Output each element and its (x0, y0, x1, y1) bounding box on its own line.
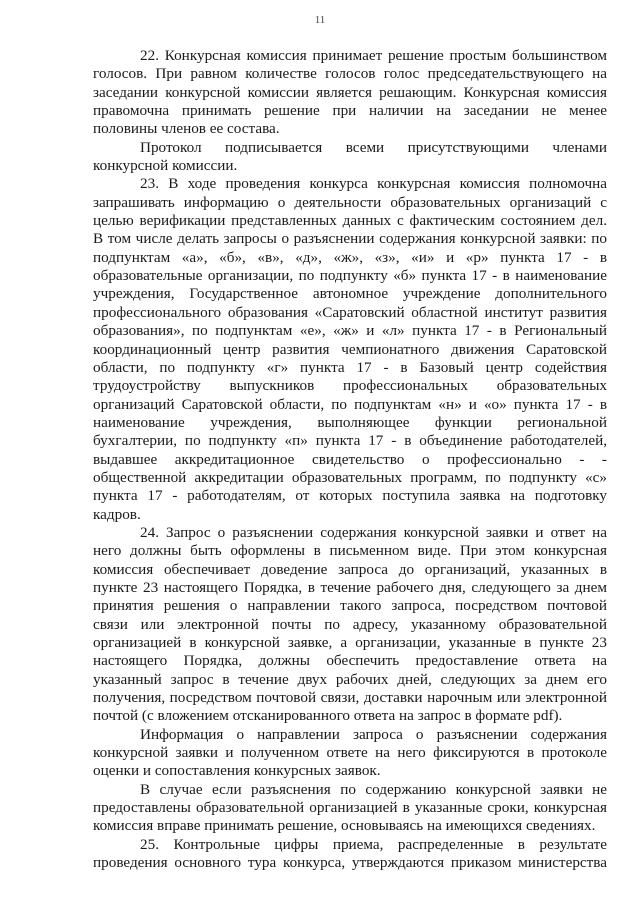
text-line: наименование учреждения, выполняющее функции региональной (93, 413, 607, 431)
text-line: комиссия вправе принимать решение, основываясь на имеющихся сведениях. (93, 817, 596, 835)
text-line: указанный запрос в течение двух рабочих дней, следующих за днем его (93, 670, 607, 688)
text-line: пункте 23 настоящего Порядка, в течение рабочего дня, следующего за днем (93, 578, 607, 596)
text-line: связи или электронной почты по адресу, указанному образовательной (93, 615, 607, 633)
text-line: кадров. (93, 505, 141, 523)
text-line: заседании конкурсной комиссии является решающим. Конкурсная комиссия (93, 83, 607, 101)
text-line: комиссия обеспечивает доведение запроса до организаций, указанных в (93, 560, 607, 578)
text-line: голосов. При равном количестве голосов голос председательствующего на (93, 65, 607, 83)
text-line: 25. Контрольные цифры приема, распределенные в результате (140, 835, 607, 853)
text-line: профессионального образования «Саратовский областной институт развития (93, 303, 607, 321)
text-line: организацией в конкурсной заявке, а организации, указанные в пункте 23 (93, 634, 607, 651)
text-line: почтой (с вложением отсканированного ответа на запрос в формате pdf). (93, 707, 563, 725)
text-line: предоставлены образовательной организацией в указанные сроки, конкурсная (93, 799, 607, 817)
text-line: В случае если разъяснения по содержанию конкурсной заявки не (140, 780, 607, 798)
text-line: оценки и сопоставления конкурсных заявок. (93, 762, 381, 780)
text-line: конкурсной заявки и полученном ответе на него фиксируются в протоколе (93, 744, 607, 762)
text-line: 22. Конкурсная комиссия принимает решение простым большинством (140, 47, 607, 64)
text-line: организаций Саратовской области, по подпунктам «н» и «о» пункта 17 - в (93, 395, 607, 413)
text-line: Протокол подписывается всеми присутствующими членами (140, 138, 607, 156)
text-line: бухгалтерии, по подпункту «п» пункта 17 - в объединение работодателей, (93, 432, 607, 450)
text-line: конкурсной комиссии. (93, 157, 238, 175)
text-line: 23. В ходе проведения конкурса конкурсная комиссия полномочна (140, 175, 607, 193)
text-line: целью верификации представленных данных с фактическим состоянием дел. (93, 212, 607, 230)
text-line: проведения основного тура конкурса, утверждаются приказом министерства (93, 854, 607, 872)
text-line: учреждения, Государственное автономное учреждение дополнительного (93, 285, 607, 303)
text-line: получения, посредством почтовой связи, доставки нарочным или электронной (93, 689, 607, 707)
text-line: трудоустройству выпускников профессиональных образовательных (93, 377, 607, 395)
text-line: координационный центр развития чемпионатного движения Саратовской (93, 340, 607, 358)
text-line: 24. Запрос о разъяснении содержания конкурсной заявки и ответ на (140, 523, 607, 541)
text-line: области, по подпункту «г» пункта 17 - в Базовый центр содействия (93, 358, 607, 376)
text-line: половины членов ее состава. (93, 120, 280, 138)
text-line: настоящего Порядка, должны обеспечить предоставление ответа на (93, 652, 607, 670)
text-line: Информация о направлении запроса о разъяснении содержания (140, 725, 607, 743)
text-line: запрашивать информацию о деятельности образовательных организаций с (93, 193, 607, 211)
text-line: образовательные организации, по подпункту «б» пункта 17 - в наименование (93, 267, 607, 285)
text-line: образования», по подпунктам «е», «ж» и «л» пункта 17 - в Региональный (93, 322, 607, 340)
text-line: выдавшее аккредитационное свидетельство о профессионально - - (93, 450, 607, 468)
document-body (93, 47, 607, 872)
text-line: принятия решения о направлении такого запроса, посредством почтовой (93, 597, 607, 615)
text-line: правомочна принимать решение при наличии на заседании не менее (93, 102, 607, 120)
text-line: общественной аккредитации образовательных программ, по подпункту «с» (93, 468, 607, 486)
text-line: подпунктам «а», «б», «в», «д», «ж», «з», «и» и «р» пункта 17 - в (93, 248, 607, 266)
text-line: пункта 17 - работодателям, от которых поступила заявка на подготовку (93, 487, 607, 505)
page-number: 11 (314, 14, 326, 26)
text-line: В том числе делать запросы о разъяснении содержания конкурсной заявки: по (93, 230, 607, 248)
text-line: него должны быть оформлены в письменном виде. При этом конкурсная (93, 542, 607, 560)
